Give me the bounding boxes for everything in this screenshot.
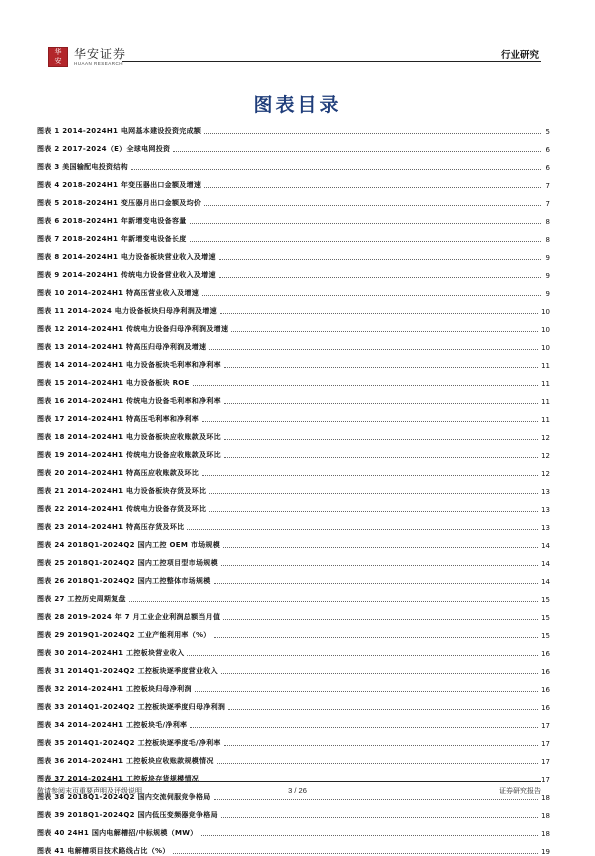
toc-leader-dots [221,672,538,674]
toc-leader-dots [224,438,538,440]
toc-entry-label: 图表 41 电解槽项目技术路线占比（%） [37,847,170,855]
toc-entry[interactable] [37,712,550,730]
toc-entry[interactable] [37,370,550,388]
toc-entry-page: 9 [545,290,550,298]
toc-leader-dots [193,384,538,386]
toc-entry[interactable] [37,532,550,550]
toc-leader-dots [224,402,538,404]
toc-entry-label: 图表 33 2014Q1-2024Q2 工控板块逐季度归母净利润 [37,703,226,711]
toc-leader-dots [217,762,538,764]
toc-entry-page: 13 [541,524,550,532]
toc-entry[interactable] [37,604,550,622]
toc-entry[interactable] [37,676,550,694]
toc-entry[interactable] [37,424,550,442]
toc-entry-label: 图表 7 2018-2024H1 年新增变电设备长度 [37,235,187,243]
toc-entry[interactable] [37,388,550,406]
toc-entry-page: 12 [541,452,550,460]
toc-entry-page: 16 [541,650,550,658]
footer-report-type: 证券研究报告 [499,787,541,795]
toc-entry-page: 10 [541,344,550,352]
toc-leader-dots [223,618,538,620]
toc-leader-dots [173,852,538,854]
toc-leader-dots [209,492,538,494]
toc-entry[interactable] [37,280,550,298]
toc-entry[interactable] [37,586,550,604]
toc-leader-dots [187,528,538,530]
toc-leader-dots [202,474,538,476]
toc-entry-label: 图表 28 2019-2024 年 7 月工业企业利润总额当月值 [37,613,221,621]
toc-entry-page: 13 [541,506,550,514]
toc-entry-page: 5 [545,128,550,136]
toc-entry[interactable] [37,460,550,478]
toc-entry[interactable] [37,154,550,172]
toc-entry-label: 图表 6 2018-2024H1 年新增变电设备容量 [37,217,187,225]
toc-leader-dots [202,420,538,422]
toc-entry-label: 图表 3 美国输配电投资结构 [37,163,128,171]
toc-entry-label: 图表 30 2014-2024H1 工控板块营业收入 [37,649,185,657]
toc-entry-page: 12 [541,470,550,478]
toc-leader-dots [219,276,541,278]
toc-entry[interactable] [37,334,550,352]
toc-leader-dots [202,294,541,296]
toc-entry[interactable] [37,514,550,532]
toc-entry-label: 图表 34 2014-2024H1 工控板块毛/净利率 [37,721,188,729]
toc-entry-label: 图表 15 2014-2024H1 电力设备板块 ROE [37,379,190,387]
toc-entry[interactable] [37,352,550,370]
table-of-figures [37,118,550,856]
toc-entry[interactable] [37,748,550,766]
toc-entry[interactable] [37,316,550,334]
toc-entry-label: 图表 5 2018-2024H1 变压器月出口金额及均价 [37,199,202,207]
toc-entry[interactable] [37,244,550,262]
toc-entry-page: 11 [541,380,550,388]
toc-entry-page: 15 [541,614,550,622]
toc-entry-page: 17 [541,722,550,730]
toc-entry[interactable] [37,496,550,514]
footer-page-number: 3 / 26 [288,786,307,795]
toc-entry[interactable] [37,802,550,820]
toc-entry-label: 图表 38 2018Q1-2024Q2 国内交流伺服竞争格局 [37,793,211,801]
toc-entry-label: 图表 8 2014-2024H1 电力设备板块营业收入及增速 [37,253,216,261]
toc-entry-label: 图表 37 2014-2024H1 工控板块存货规模情况 [37,775,200,783]
toc-leader-dots [219,258,541,260]
toc-leader-dots [131,168,541,170]
toc-entry-label: 图表 12 2014-2024H1 传统电力设备归母净利润及增速 [37,325,229,333]
page-title: 图表目录 [253,94,342,116]
toc-leader-dots [224,456,538,458]
toc-entry-label: 图表 22 2014-2024H1 传统电力设备存货及环比 [37,505,207,513]
toc-entry-label: 图表 25 2018Q1-2024Q2 国内工控项目型市场规模 [37,559,218,567]
toc-entry-page: 8 [545,236,550,244]
toc-entry-label: 图表 1 2014-2024H1 电网基本建设投资完成额 [37,127,202,135]
toc-entry-page: 16 [541,704,550,712]
logo-name: 华安证券 [74,46,127,61]
toc-entry-label: 图表 9 2014-2024H1 传统电力设备营业收入及增速 [37,271,216,279]
toc-entry-page: 7 [545,200,550,208]
toc-entry-label: 图表 18 2014-2024H1 电力设备板块应收账款及环比 [37,433,221,441]
toc-leader-dots [204,186,541,188]
toc-entry-label: 图表 24 2018Q1-2024Q2 国内工控 OEM 市场规模 [37,541,221,549]
toc-entry-page: 6 [545,164,550,172]
toc-entry-page: 11 [541,416,550,424]
toc-leader-dots [204,132,541,134]
toc-entry-label: 图表 10 2014-2024H1 特高压营业收入及增速 [37,289,200,297]
toc-entry[interactable] [37,730,550,748]
toc-entry-label: 图表 11 2014-2024 电力设备板块归母净利润及增速 [37,307,217,315]
toc-entry-label: 图表 29 2019Q1-2024Q2 工业产能利用率（%） [37,631,211,639]
toc-leader-dots [129,600,538,602]
toc-entry-page: 14 [541,578,550,586]
toc-entry-label: 图表 26 2018Q1-2024Q2 国内工控整体市场规模 [37,577,211,585]
toc-entry-page: 14 [541,542,550,550]
toc-entry[interactable] [37,172,550,190]
toc-entry-page: 10 [541,308,550,316]
toc-entry-label: 图表 23 2014-2024H1 特高压存货及环比 [37,523,185,531]
toc-entry[interactable] [37,136,550,154]
toc-entry[interactable] [37,568,550,586]
logo-seal-icon: 华 安 [48,47,68,67]
toc-entry-page: 14 [541,560,550,568]
toc-leader-dots [201,834,539,836]
toc-entry[interactable] [37,190,550,208]
toc-entry[interactable] [37,406,550,424]
toc-entry-label: 图表 17 2014-2024H1 特高压毛利率和净利率 [37,415,200,423]
footer-divider [45,781,541,782]
toc-leader-dots [223,546,538,548]
toc-entry-label: 图表 35 2014Q1-2024Q2 工控板块逐季度毛/净利率 [37,739,221,747]
toc-entry-page: 8 [545,218,550,226]
toc-entry-page: 9 [545,272,550,280]
toc-leader-dots [220,312,538,314]
toc-entry[interactable] [37,226,550,244]
toc-entry[interactable] [37,550,550,568]
toc-entry-label: 图表 39 2018Q1-2024Q2 国内低压变频器竞争格局 [37,811,218,819]
toc-entry-page: 18 [541,812,550,820]
toc-leader-dots [209,510,538,512]
toc-entry[interactable] [37,658,550,676]
toc-entry-page: 17 [541,758,550,766]
toc-leader-dots [228,708,538,710]
toc-entry-page: 18 [541,794,550,802]
toc-leader-dots [224,366,538,368]
toc-entry-page: 10 [541,326,550,334]
toc-entry-page: 7 [545,182,550,190]
toc-leader-dots [187,654,538,656]
toc-entry[interactable] [37,118,550,136]
footer-disclaimer: 敬请参阅末页重要声明及评级说明 [37,787,142,795]
toc-entry-label: 图表 2 2017-2024（E）全球电网投资 [37,145,171,153]
toc-leader-dots [214,582,539,584]
toc-entry-label: 图表 19 2014-2024H1 传统电力设备应收账款及环比 [37,451,221,459]
toc-entry-page: 9 [545,254,550,262]
toc-entry-page: 6 [545,146,550,154]
toc-leader-dots [214,636,539,638]
toc-entry-page: 15 [541,596,550,604]
toc-entry-label: 图表 13 2014-2024H1 特高压归母净利润及增速 [37,343,207,351]
toc-entry-label: 图表 27 工控历史周期复盘 [37,595,126,603]
toc-leader-dots [190,240,541,242]
toc-entry[interactable] [37,262,550,280]
toc-entry-page: 16 [541,686,550,694]
toc-leader-dots [224,744,538,746]
toc-entry-page: 12 [541,434,550,442]
toc-entry[interactable] [37,640,550,658]
toc-leader-dots [195,690,538,692]
toc-entry-page: 19 [541,848,550,856]
report-category: 行业研究 [500,50,539,61]
toc-entry-page: 15 [541,632,550,640]
toc-leader-dots [173,150,541,152]
toc-leader-dots [204,204,541,206]
toc-entry-label: 图表 21 2014-2024H1 电力设备板块存货及环比 [37,487,207,495]
toc-leader-dots [190,726,538,728]
toc-entry[interactable] [37,694,550,712]
toc-entry-page: 18 [541,830,550,838]
logo-english-name: HUAAN RESEARCH [74,60,124,66]
toc-entry-page: 11 [541,362,550,370]
toc-entry-page: 13 [541,488,550,496]
toc-entry[interactable] [37,298,550,316]
toc-entry-page: 17 [541,740,550,748]
toc-leader-dots [231,330,538,332]
toc-entry-label: 图表 16 2014-2024H1 传统电力设备毛利率和净利率 [37,397,221,405]
toc-entry-page: 16 [541,668,550,676]
toc-entry[interactable] [37,820,550,838]
toc-entry[interactable] [37,442,550,460]
toc-leader-dots [221,816,538,818]
toc-entry-label: 图表 14 2014-2024H1 电力设备板块毛利率和净利率 [37,361,221,369]
toc-entry-label: 图表 4 2018-2024H1 年变压器出口金额及增速 [37,181,202,189]
toc-leader-dots [209,348,538,350]
company-logo [48,47,126,67]
toc-entry[interactable] [37,478,550,496]
toc-entry[interactable] [37,208,550,226]
toc-leader-dots [214,798,539,800]
toc-entry-page: 17 [541,776,550,784]
toc-leader-dots [190,222,541,224]
header-divider [122,61,541,62]
toc-entry-page: 11 [541,398,550,406]
toc-leader-dots [221,564,538,566]
toc-entry-label: 图表 36 2014-2024H1 工控板块应收账款规模情况 [37,757,214,765]
toc-entry-label: 图表 20 2014-2024H1 特高压应收账款及环比 [37,469,200,477]
toc-entry-label: 图表 31 2014Q1-2024Q2 工控板块逐季度营业收入 [37,667,218,675]
toc-entry-label: 图表 32 2014-2024H1 工控板块归母净利润 [37,685,192,693]
toc-entry-label: 图表 40 24H1 国内电解槽招/中标规模（MW） [37,829,198,837]
toc-entry[interactable] [37,622,550,640]
